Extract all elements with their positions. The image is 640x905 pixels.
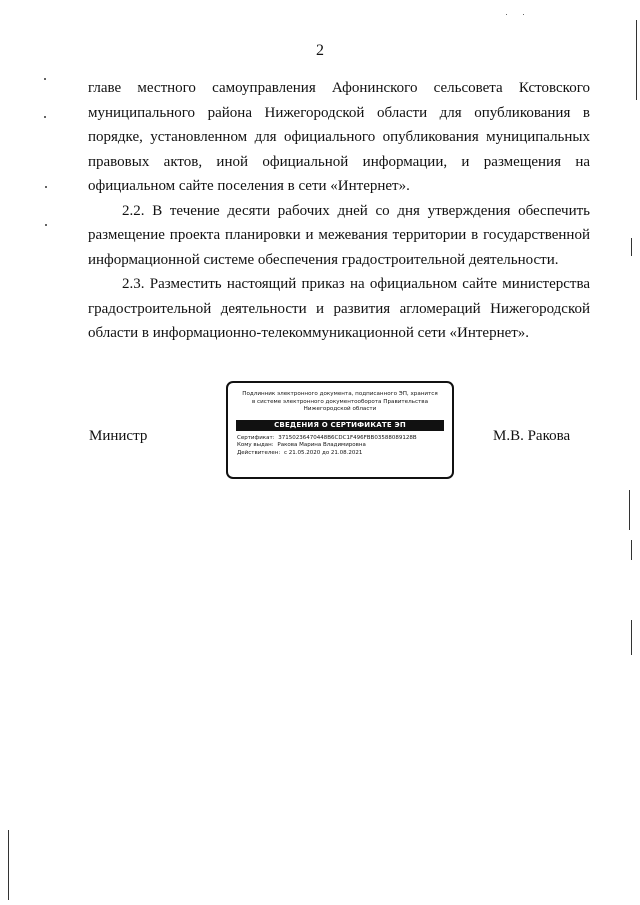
scan-speck [45,224,47,226]
certificate-value: 37150236470448B6CDC1F496FBB03588089128B [278,434,417,441]
scan-edge-line [8,830,9,900]
scan-speck [45,186,47,188]
certificate-label: Сертификат: [237,434,275,441]
stamp-header: Подлинник электронного документа, подписанного ЭП, хранится в системе электронного документооборота Правительства Нижегородской области [242,391,438,413]
paragraph-continuation: главе местного самоуправления Афонинского сельсовета Кстовского муниципального района Нижегородской области для опубликования в порядке, установленном для официального опубликования муниципальных правовых актов, иной официальной информации, и размещения на официальном сайте поселения в сети «Интернет». [88,80,590,194]
issued-to-label: Кому выдан: [237,442,274,449]
issued-to-line [237,442,452,449]
paragraph-2-2: 2.2. В течение десяти рабочих дней со дня утверждения обеспечить размещение проекта планировки и межевания территории в государственной информационной системе обеспечения градостроительной деятельности. [88,202,590,268]
scan-speck [506,14,507,15]
signer-title: Министр [89,428,148,444]
scan-speck [44,78,46,80]
stamp-details [237,435,452,457]
scan-edge-line [631,238,632,256]
scan-speck [523,14,524,15]
stamp-banner: СВЕДЕНИЯ О СЕРТИФИКАТЕ ЭП [236,420,444,431]
signer-name: М.В. Ракова [493,428,571,444]
scan-edge-line [631,620,632,655]
document-body [88,76,590,346]
page-number: 2 [316,42,324,59]
validity-line [237,450,452,457]
issued-to-value: Ракова Марина Владимировна [277,442,366,449]
scan-edge-line [636,20,637,100]
scan-edge-line [629,490,630,530]
validity-label: Действителен: [237,449,281,456]
certificate-number-line [237,435,452,442]
validity-value: с 21.05.2020 до 21.08.2021 [284,449,363,456]
scan-speck [44,116,46,118]
paragraph-2-3: 2.3. Разместить настоящий приказ на официальном сайте министерства градостроительной деятельности и развития агломераций Нижегородской области в информационно-телекоммуникационной сети «Интернет». [88,276,590,341]
scan-edge-line [631,540,632,560]
electronic-signature-stamp [226,381,454,479]
